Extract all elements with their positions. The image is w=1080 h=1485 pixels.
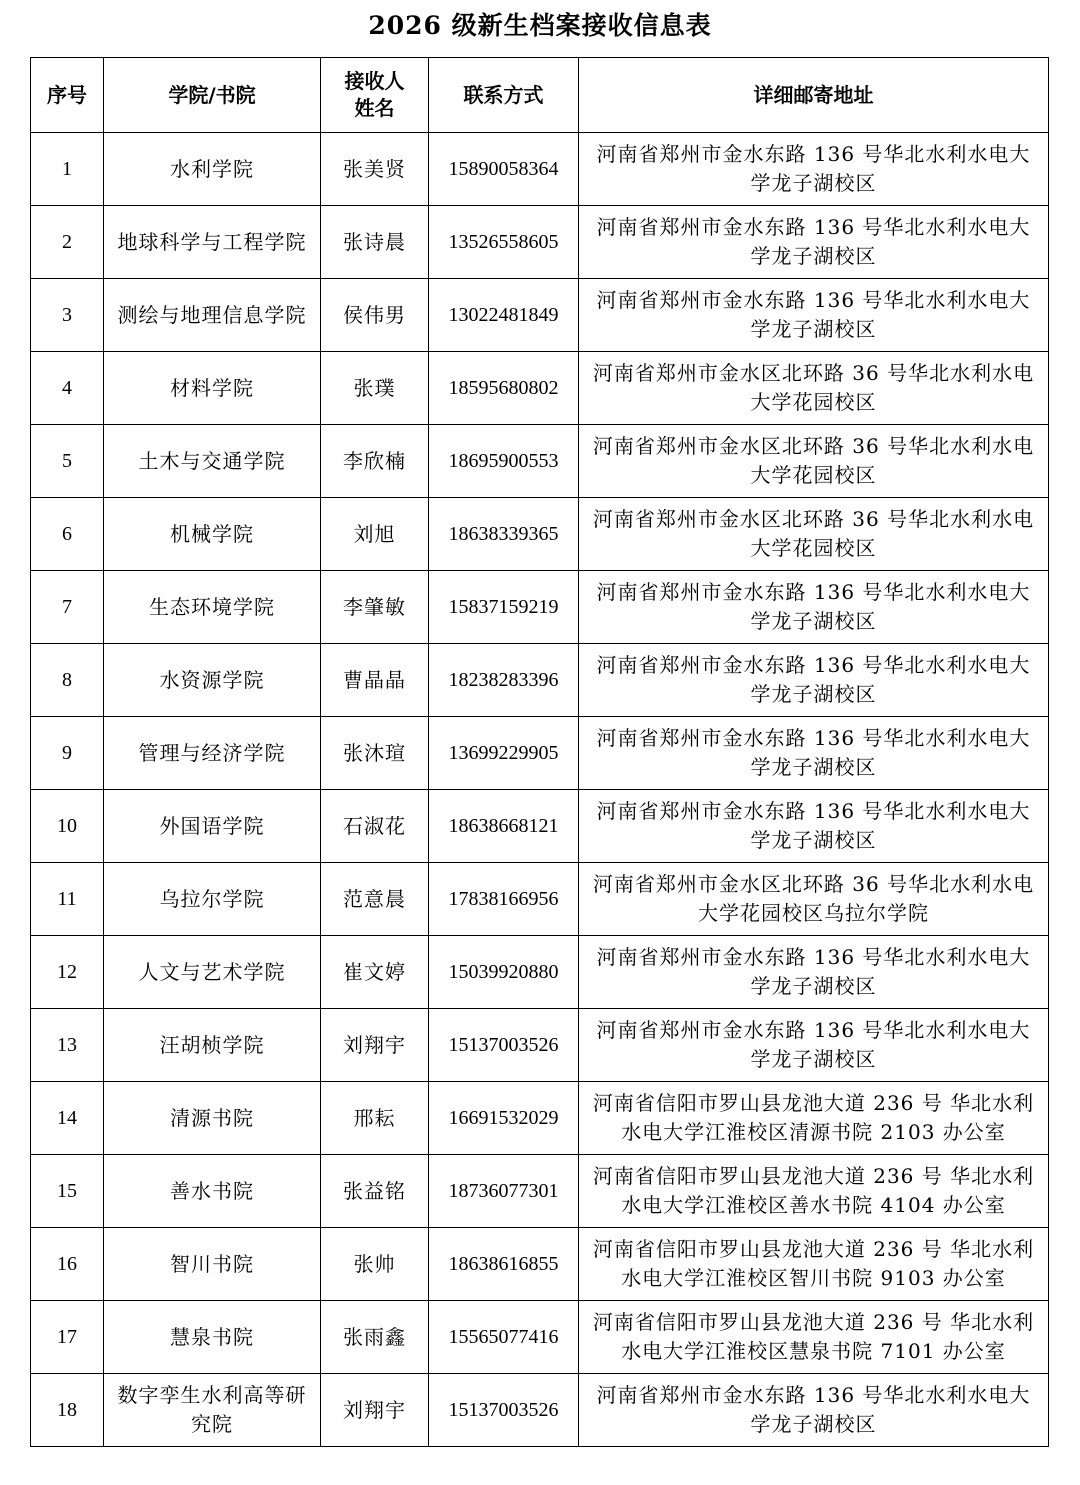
cell-college-line: 土木与交通学院 xyxy=(138,448,286,473)
cell-address-line: 河南省郑州市金水区北环路 36 号华北水利水电 xyxy=(592,361,1035,385)
cell-address-line: 河南省郑州市金水东路 136 号华北水利水电大 xyxy=(596,580,1031,604)
cell-index: 3 xyxy=(31,279,104,352)
table-row xyxy=(31,1374,1049,1447)
cell-address-line: 河南省郑州市金水区北环路 36 号华北水利水电 xyxy=(592,872,1035,896)
cell-receiver: 刘翔宇 xyxy=(321,1374,429,1447)
cell-college xyxy=(104,352,321,425)
table-row xyxy=(31,717,1049,790)
cell-receiver: 张美贤 xyxy=(321,133,429,206)
cell-phone: 13022481849 xyxy=(429,279,579,352)
cell-receiver: 刘翔宇 xyxy=(321,1009,429,1082)
cell-address xyxy=(579,1155,1049,1228)
cell-phone: 18695900553 xyxy=(429,425,579,498)
cell-address xyxy=(579,790,1049,863)
cell-address-line: 大学花园校区 xyxy=(750,536,877,560)
cell-phone: 16691532029 xyxy=(429,1082,579,1155)
cell-college xyxy=(104,717,321,790)
cell-address xyxy=(579,863,1049,936)
table-row xyxy=(31,644,1049,717)
cell-college xyxy=(104,863,321,936)
cell-college-line: 地球科学与工程学院 xyxy=(117,229,307,254)
cell-college xyxy=(104,644,321,717)
cell-college xyxy=(104,1155,321,1228)
cell-phone: 15137003526 xyxy=(429,1374,579,1447)
cell-address xyxy=(579,644,1049,717)
cell-address-line: 大学花园校区乌拉尔学院 xyxy=(698,901,929,925)
cell-address-line: 学龙子湖校区 xyxy=(750,755,877,779)
cell-address-line: 河南省郑州市金水东路 136 号华北水利水电大 xyxy=(596,726,1031,750)
cell-college-line: 生态环境学院 xyxy=(149,594,275,619)
cell-address-line: 学龙子湖校区 xyxy=(750,609,877,633)
cell-phone: 13526558605 xyxy=(429,206,579,279)
cell-address xyxy=(579,498,1049,571)
cell-address xyxy=(579,1009,1049,1082)
cell-college xyxy=(104,279,321,352)
cell-address-line: 河南省郑州市金水区北环路 36 号华北水利水电 xyxy=(592,507,1035,531)
cell-college xyxy=(104,1228,321,1301)
cell-receiver: 李欣楠 xyxy=(321,425,429,498)
header-college: 学院/书院 xyxy=(104,58,321,133)
table-row xyxy=(31,1009,1049,1082)
cell-address-line: 水电大学江淮校区慧泉书院 7101 办公室 xyxy=(621,1339,1006,1363)
cell-phone: 13699229905 xyxy=(429,717,579,790)
cell-receiver: 张沐瑄 xyxy=(321,717,429,790)
cell-index: 8 xyxy=(31,644,104,717)
cell-index: 11 xyxy=(31,863,104,936)
cell-college-line: 材料学院 xyxy=(170,375,254,400)
cell-address-line: 水电大学江淮校区善水书院 4104 办公室 xyxy=(621,1193,1006,1217)
cell-address-line: 河南省郑州市金水东路 136 号华北水利水电大 xyxy=(596,1018,1031,1042)
header-receiver xyxy=(321,58,429,133)
header-phone: 联系方式 xyxy=(429,58,579,133)
table-row xyxy=(31,936,1049,1009)
cell-index: 9 xyxy=(31,717,104,790)
cell-index: 4 xyxy=(31,352,104,425)
cell-college-line: 水资源学院 xyxy=(159,667,265,692)
cell-address-line: 水电大学江淮校区智川书院 9103 办公室 xyxy=(621,1266,1006,1290)
cell-index: 13 xyxy=(31,1009,104,1082)
cell-receiver: 张诗晨 xyxy=(321,206,429,279)
cell-address-line: 河南省郑州市金水东路 136 号华北水利水电大 xyxy=(596,288,1031,312)
cell-index: 18 xyxy=(31,1374,104,1447)
cell-phone: 15837159219 xyxy=(429,571,579,644)
cell-phone: 18595680802 xyxy=(429,352,579,425)
cell-address-line: 学龙子湖校区 xyxy=(750,1047,877,1071)
cell-address xyxy=(579,352,1049,425)
cell-index: 5 xyxy=(31,425,104,498)
cell-address-line: 学龙子湖校区 xyxy=(750,244,877,268)
cell-address-line: 河南省郑州市金水东路 136 号华北水利水电大 xyxy=(596,142,1031,166)
cell-address xyxy=(579,206,1049,279)
cell-college-line: 汪胡桢学院 xyxy=(159,1032,265,1057)
cell-college-line: 人文与艺术学院 xyxy=(138,959,286,984)
table-row xyxy=(31,1228,1049,1301)
cell-receiver: 范意晨 xyxy=(321,863,429,936)
cell-college xyxy=(104,133,321,206)
cell-college xyxy=(104,1082,321,1155)
cell-index: 1 xyxy=(31,133,104,206)
cell-college xyxy=(104,1374,321,1447)
cell-phone: 18638339365 xyxy=(429,498,579,571)
cell-college xyxy=(104,206,321,279)
cell-address xyxy=(579,571,1049,644)
cell-phone: 17838166956 xyxy=(429,863,579,936)
cell-address-line: 大学花园校区 xyxy=(750,390,877,414)
cell-college-line: 善水书院 xyxy=(170,1178,254,1203)
cell-college xyxy=(104,936,321,1009)
cell-index: 16 xyxy=(31,1228,104,1301)
cell-index: 6 xyxy=(31,498,104,571)
cell-college xyxy=(104,425,321,498)
cell-receiver: 曹晶晶 xyxy=(321,644,429,717)
cell-college-line: 数字孪生水利高等研 xyxy=(117,1383,307,1407)
cell-address-line: 河南省郑州市金水东路 136 号华北水利水电大 xyxy=(596,1383,1031,1407)
cell-college-line: 外国语学院 xyxy=(159,813,265,838)
cell-college-line: 测绘与地理信息学院 xyxy=(117,302,307,327)
cell-receiver: 张璞 xyxy=(321,352,429,425)
table-row xyxy=(31,863,1049,936)
cell-phone: 18638668121 xyxy=(429,790,579,863)
cell-college xyxy=(104,1301,321,1374)
cell-receiver: 张益铭 xyxy=(321,1155,429,1228)
cell-college xyxy=(104,790,321,863)
cell-college-line: 清源书院 xyxy=(170,1105,254,1130)
cell-college-line: 智川书院 xyxy=(170,1251,254,1276)
cell-address xyxy=(579,279,1049,352)
table-header-row xyxy=(31,58,1049,133)
cell-index: 12 xyxy=(31,936,104,1009)
cell-address xyxy=(579,1374,1049,1447)
cell-receiver: 刘旭 xyxy=(321,498,429,571)
cell-college-line: 机械学院 xyxy=(170,521,254,546)
cell-college xyxy=(104,1009,321,1082)
cell-address-line: 学龙子湖校区 xyxy=(750,682,877,706)
cell-address-line: 河南省郑州市金水东路 136 号华北水利水电大 xyxy=(596,215,1031,239)
cell-college-line: 乌拉尔学院 xyxy=(159,886,265,911)
cell-phone: 15565077416 xyxy=(429,1301,579,1374)
header-index: 序号 xyxy=(31,58,104,133)
cell-phone: 18238283396 xyxy=(429,644,579,717)
cell-address-line: 河南省信阳市罗山县龙池大道 236 号 华北水利 xyxy=(592,1310,1035,1334)
table-row xyxy=(31,571,1049,644)
table-row xyxy=(31,279,1049,352)
cell-index: 7 xyxy=(31,571,104,644)
cell-address-line: 河南省信阳市罗山县龙池大道 236 号 华北水利 xyxy=(592,1091,1035,1115)
table-body xyxy=(31,133,1049,1447)
table-row xyxy=(31,1155,1049,1228)
cell-address-line: 河南省信阳市罗山县龙池大道 236 号 华北水利 xyxy=(592,1237,1035,1261)
archive-info-table xyxy=(30,57,1049,1447)
cell-receiver: 崔文婷 xyxy=(321,936,429,1009)
cell-college xyxy=(104,571,321,644)
cell-index: 14 xyxy=(31,1082,104,1155)
cell-college-line: 慧泉书院 xyxy=(170,1324,254,1349)
table-row xyxy=(31,206,1049,279)
cell-address-line: 学龙子湖校区 xyxy=(750,317,877,341)
header-receiver-line2: 姓名 xyxy=(354,96,395,120)
table-row xyxy=(31,790,1049,863)
cell-receiver: 李肇敏 xyxy=(321,571,429,644)
cell-address-line: 河南省郑州市金水东路 136 号华北水利水电大 xyxy=(596,945,1031,969)
table-row xyxy=(31,352,1049,425)
page-title: 2026 级新生档案接收信息表 xyxy=(368,11,712,40)
cell-address-line: 学龙子湖校区 xyxy=(750,828,877,852)
table-row xyxy=(31,1301,1049,1374)
cell-address-line: 河南省郑州市金水东路 136 号华北水利水电大 xyxy=(596,653,1031,677)
cell-address-line: 学龙子湖校区 xyxy=(750,171,877,195)
cell-receiver: 侯伟男 xyxy=(321,279,429,352)
cell-address xyxy=(579,1301,1049,1374)
table-row xyxy=(31,498,1049,571)
table-row xyxy=(31,1082,1049,1155)
cell-receiver: 张雨鑫 xyxy=(321,1301,429,1374)
cell-address-line: 学龙子湖校区 xyxy=(750,974,877,998)
header-receiver-line1: 接收人 xyxy=(344,69,405,93)
cell-address-line: 河南省信阳市罗山县龙池大道 236 号 华北水利 xyxy=(592,1164,1035,1188)
cell-college xyxy=(104,498,321,571)
cell-address xyxy=(579,1082,1049,1155)
cell-college-line: 水利学院 xyxy=(170,156,254,181)
cell-index: 17 xyxy=(31,1301,104,1374)
cell-index: 15 xyxy=(31,1155,104,1228)
cell-college-line: 管理与经济学院 xyxy=(138,740,286,765)
cell-phone: 18736077301 xyxy=(429,1155,579,1228)
cell-index: 2 xyxy=(31,206,104,279)
cell-address xyxy=(579,717,1049,790)
cell-receiver: 石淑花 xyxy=(321,790,429,863)
table-row xyxy=(31,425,1049,498)
cell-address-line: 河南省郑州市金水东路 136 号华北水利水电大 xyxy=(596,799,1031,823)
cell-receiver: 张帅 xyxy=(321,1228,429,1301)
cell-phone: 15137003526 xyxy=(429,1009,579,1082)
cell-address-line: 学龙子湖校区 xyxy=(750,1412,877,1436)
table-row xyxy=(31,133,1049,206)
cell-address xyxy=(579,425,1049,498)
cell-address-line: 水电大学江淮校区清源书院 2103 办公室 xyxy=(621,1120,1006,1144)
cell-phone: 18638616855 xyxy=(429,1228,579,1301)
cell-receiver: 邢耘 xyxy=(321,1082,429,1155)
header-address: 详细邮寄地址 xyxy=(579,58,1049,133)
cell-address xyxy=(579,936,1049,1009)
cell-phone: 15890058364 xyxy=(429,133,579,206)
cell-phone: 15039920880 xyxy=(429,936,579,1009)
cell-address xyxy=(579,133,1049,206)
cell-index: 10 xyxy=(31,790,104,863)
cell-address-line: 大学花园校区 xyxy=(750,463,877,487)
cell-address xyxy=(579,1228,1049,1301)
cell-college-line: 究院 xyxy=(191,1412,233,1436)
cell-address-line: 河南省郑州市金水区北环路 36 号华北水利水电 xyxy=(592,434,1035,458)
